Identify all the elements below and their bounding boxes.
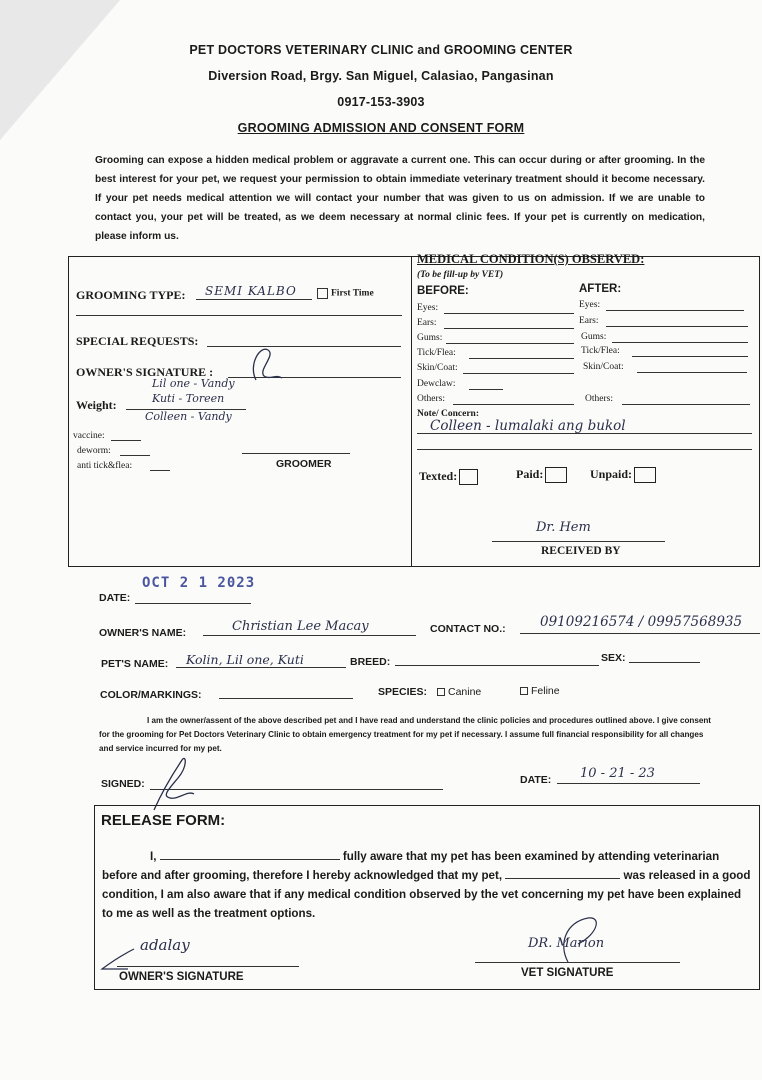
before-field-line: [444, 328, 574, 329]
deworm-label: deworm:: [77, 446, 111, 456]
sex-label: SEX:: [601, 652, 626, 664]
vaccine-line: [111, 440, 141, 441]
signed-date-value[interactable]: 10 - 21 - 23: [580, 766, 655, 781]
before-label: BEFORE:: [417, 285, 469, 297]
date-label: DATE:: [99, 592, 131, 604]
vet-sig-stroke: [548, 914, 608, 966]
before-field: Ears:: [417, 318, 437, 328]
before-field-line: [444, 313, 574, 314]
box-divider: [411, 256, 412, 567]
weight-label: Weight:: [76, 398, 117, 412]
clinic-name: PET DOCTORS VETERINARY CLINIC and GROOMING CENTER: [189, 43, 573, 57]
release-text-3: was released in a good condition, I am also aware that if any medical condition observed by the vet concerning my pet have been explained to me as well as the treatment options.: [102, 869, 751, 920]
date-stamp: OCT 2 1 2023: [142, 575, 256, 591]
grooming-type-line-2: [76, 315, 402, 316]
anti-tick-line: [150, 470, 170, 471]
after-field-line: [606, 310, 744, 311]
groomer-line: [242, 453, 350, 454]
groomer-label: GROOMER: [276, 458, 332, 470]
first-time-checkbox[interactable]: [317, 288, 328, 299]
grooming-type-label: GROOMING TYPE:: [76, 288, 186, 302]
feline-option[interactable]: [520, 685, 560, 697]
release-name-blank[interactable]: [160, 848, 340, 860]
texted-label: Texted:: [419, 469, 458, 483]
canine-label: Canine: [448, 686, 482, 698]
pets-name-value[interactable]: Kolin, Lil one, Kuti: [186, 652, 304, 667]
owner-sig-line: [117, 966, 299, 967]
unpaid-option[interactable]: [590, 467, 656, 483]
owners-name-label: OWNER'S NAME:: [99, 627, 187, 639]
grooming-type-value[interactable]: SEMI KALBO: [205, 284, 297, 298]
anti-tick-label: anti tick&flea:: [77, 461, 133, 471]
texted-option[interactable]: [419, 469, 478, 485]
after-field-line: [637, 372, 747, 373]
color-line: [219, 698, 353, 699]
color-label: COLOR/MARKINGS:: [100, 689, 202, 701]
paid-checkbox[interactable]: [545, 467, 567, 483]
contact-line: [520, 633, 760, 634]
release-text-2: fully aware that my pet has been examined by attending veterinarian before and after grooming, therefore I hereby acknowledged that my pet,: [102, 850, 720, 882]
intro-paragraph: Grooming can expose a hidden medical problem or aggravate a current one. This can occur during or after grooming. In the best interest for your pet, we request your permission to obtain immediate veterinary treatment should it become necessary. If your pet needs medical attention we will contact your number that was given to us on admission. If we are unable to contact you, your pet will be treated, as we deem necessary at normal clinic fees. If your pet is currently on medication, please inform us.: [95, 155, 705, 242]
owners-name-line: [203, 635, 416, 636]
before-field: Dewclaw:: [417, 379, 456, 389]
clinic-phone: 0917-153-3903: [337, 95, 425, 109]
special-requests-label: SPECIAL REQUESTS:: [76, 334, 199, 348]
after-field: Others:: [585, 394, 613, 404]
after-field: Eyes:: [579, 300, 601, 310]
signed-date-label: DATE:: [520, 774, 552, 786]
received-by-label: RECEIVED BY: [541, 545, 621, 557]
feline-checkbox[interactable]: [520, 687, 528, 695]
first-time-option[interactable]: [317, 288, 374, 299]
pets-name-label: PET'S NAME:: [101, 658, 169, 670]
after-label: AFTER:: [579, 283, 622, 295]
after-field-line: [606, 326, 748, 327]
before-field: Tick/Flea:: [417, 348, 456, 358]
before-field: Skin/Coat:: [417, 363, 458, 373]
weight-note-1: Lil one - Vandy: [152, 377, 235, 390]
owner-sig-stroke: [98, 945, 138, 973]
feline-label: Feline: [531, 685, 560, 697]
vet-release-signature: DR. Marion: [528, 936, 605, 951]
first-time-label: First Time: [331, 288, 374, 299]
owners-signature-scribble: [246, 340, 286, 384]
received-by-signature: Dr. Hem: [536, 520, 591, 535]
owners-signature-label: OWNER'S SIGNATURE :: [76, 365, 214, 379]
owner-release-signature: adalay: [140, 936, 190, 954]
contact-label: CONTACT NO.:: [430, 623, 506, 635]
unpaid-checkbox[interactable]: [634, 467, 656, 483]
paid-option[interactable]: [516, 467, 567, 483]
received-by-line: [492, 541, 665, 542]
species-label: SPECIES:: [378, 686, 428, 698]
before-field: Others:: [417, 394, 445, 404]
weight-note-3: Colleen - Vandy: [145, 410, 232, 423]
after-field-line: [612, 342, 748, 343]
after-field: Gums:: [581, 332, 607, 342]
canine-checkbox[interactable]: [437, 688, 445, 696]
note-label: Note/ Concern:: [417, 409, 479, 419]
note-line: [417, 433, 752, 434]
deworm-line: [120, 455, 150, 456]
note-line-2: [417, 449, 752, 450]
signed-date-line: [557, 783, 700, 784]
before-field: Gums:: [417, 333, 443, 343]
before-field-line: [469, 358, 574, 359]
medical-subtitle: (To be fill-up by VET): [417, 270, 504, 280]
signed-label: SIGNED:: [101, 778, 145, 790]
release-paragraph: [102, 847, 752, 923]
owner-sig-label: OWNER'S SIGNATURE: [119, 971, 244, 983]
vet-sig-label: VET SIGNATURE: [521, 967, 614, 979]
before-field-line: [453, 404, 574, 405]
vaccine-label: vaccine:: [73, 431, 105, 441]
release-text-1: I,: [150, 850, 160, 863]
sex-line: [629, 662, 700, 663]
canine-option[interactable]: [437, 686, 481, 698]
after-field-line: [622, 404, 750, 405]
before-field-line: [463, 373, 574, 374]
pets-name-line: [176, 667, 346, 668]
after-field: Skin/Coat:: [583, 362, 624, 372]
weight-note-2: Kuti - Toreen: [152, 392, 225, 405]
breed-label: BREED:: [350, 656, 391, 668]
vet-sig-line: [475, 962, 680, 963]
release-pet-blank[interactable]: [505, 867, 620, 879]
consent-paragraph: I am the owner/assent of the above described pet and I have read and understand the clinic policies and procedures outlined above. I give consent for the grooming for Pet Doctors Veterinary Clinic to obtain emergency treatment for my pet if necessary. I assume full financial responsibility for all changes and service incurred for my pet.: [99, 716, 712, 753]
texted-checkbox[interactable]: [459, 469, 478, 485]
clinic-address: Diversion Road, Brgy. San Miguel, Calasiao, Pangasinan: [208, 69, 554, 83]
breed-line: [395, 665, 599, 666]
after-field: Tick/Flea:: [581, 346, 620, 356]
unpaid-label: Unpaid:: [590, 467, 633, 481]
before-field-line: [469, 389, 503, 390]
before-field-line: [446, 343, 574, 344]
paid-label: Paid:: [516, 467, 544, 481]
note-value[interactable]: Colleen - lumalaki ang bukol: [430, 418, 626, 434]
before-field: Eyes:: [417, 303, 439, 313]
after-field-line: [632, 356, 748, 357]
after-field: Ears:: [579, 316, 599, 326]
form-title: GROOMING ADMISSION AND CONSENT FORM: [237, 121, 525, 135]
special-requests-line: [207, 346, 401, 347]
medical-title: MEDICAL CONDITION(S) OBSERVED:: [417, 252, 645, 266]
owners-name-value[interactable]: Christian Lee Macay: [232, 619, 369, 634]
contact-value[interactable]: 09109216574 / 09957568935: [540, 614, 743, 630]
grooming-type-line: [196, 299, 312, 300]
date-line: [135, 603, 251, 604]
release-title: RELEASE FORM:: [101, 812, 226, 829]
